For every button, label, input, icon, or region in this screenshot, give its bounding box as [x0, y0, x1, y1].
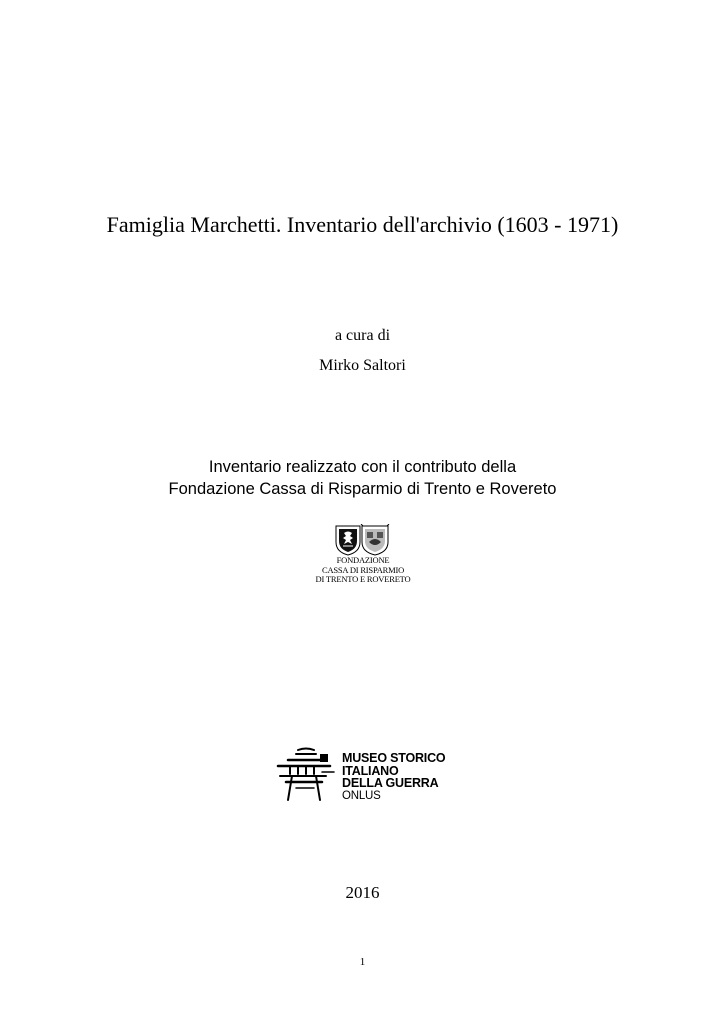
fondazione-logo-text — [303, 556, 423, 585]
contribution-line-2: Fondazione Cassa di Risparmio di Trento e Rovereto — [168, 480, 557, 498]
museo-logo-text — [342, 752, 445, 802]
museo-logo-line: MUSEO STORICO — [342, 751, 446, 765]
museo-logo-suffix: ONLUS — [342, 789, 381, 802]
publication-year: 2016 — [345, 883, 380, 902]
fondazione-logo-line: FONDAZIONE — [336, 555, 390, 565]
museo-logo-line: DELLA GUERRA — [342, 776, 439, 790]
contribution-line-1: Inventario realizzato con il contributo della — [208, 458, 517, 476]
document-title: Famiglia Marchetti. Inventario dell'archivio (1603 - 1971) — [106, 212, 619, 237]
coat-of-arms-icon — [303, 524, 423, 556]
page-number: 1 — [359, 956, 366, 968]
fondazione-logo-line: CASSA DI RISPARMIO — [321, 564, 405, 575]
tower-icon — [276, 746, 338, 802]
museo-logo-line: ITALIANO — [342, 763, 399, 778]
fondazione-logo-line: DI TRENTO E ROVERETO — [315, 574, 411, 584]
curated-by-label: a cura di — [334, 327, 391, 344]
author-name: Mirko Saltori — [319, 357, 406, 374]
fondazione-logo — [303, 524, 423, 588]
museo-logo — [276, 746, 456, 802]
